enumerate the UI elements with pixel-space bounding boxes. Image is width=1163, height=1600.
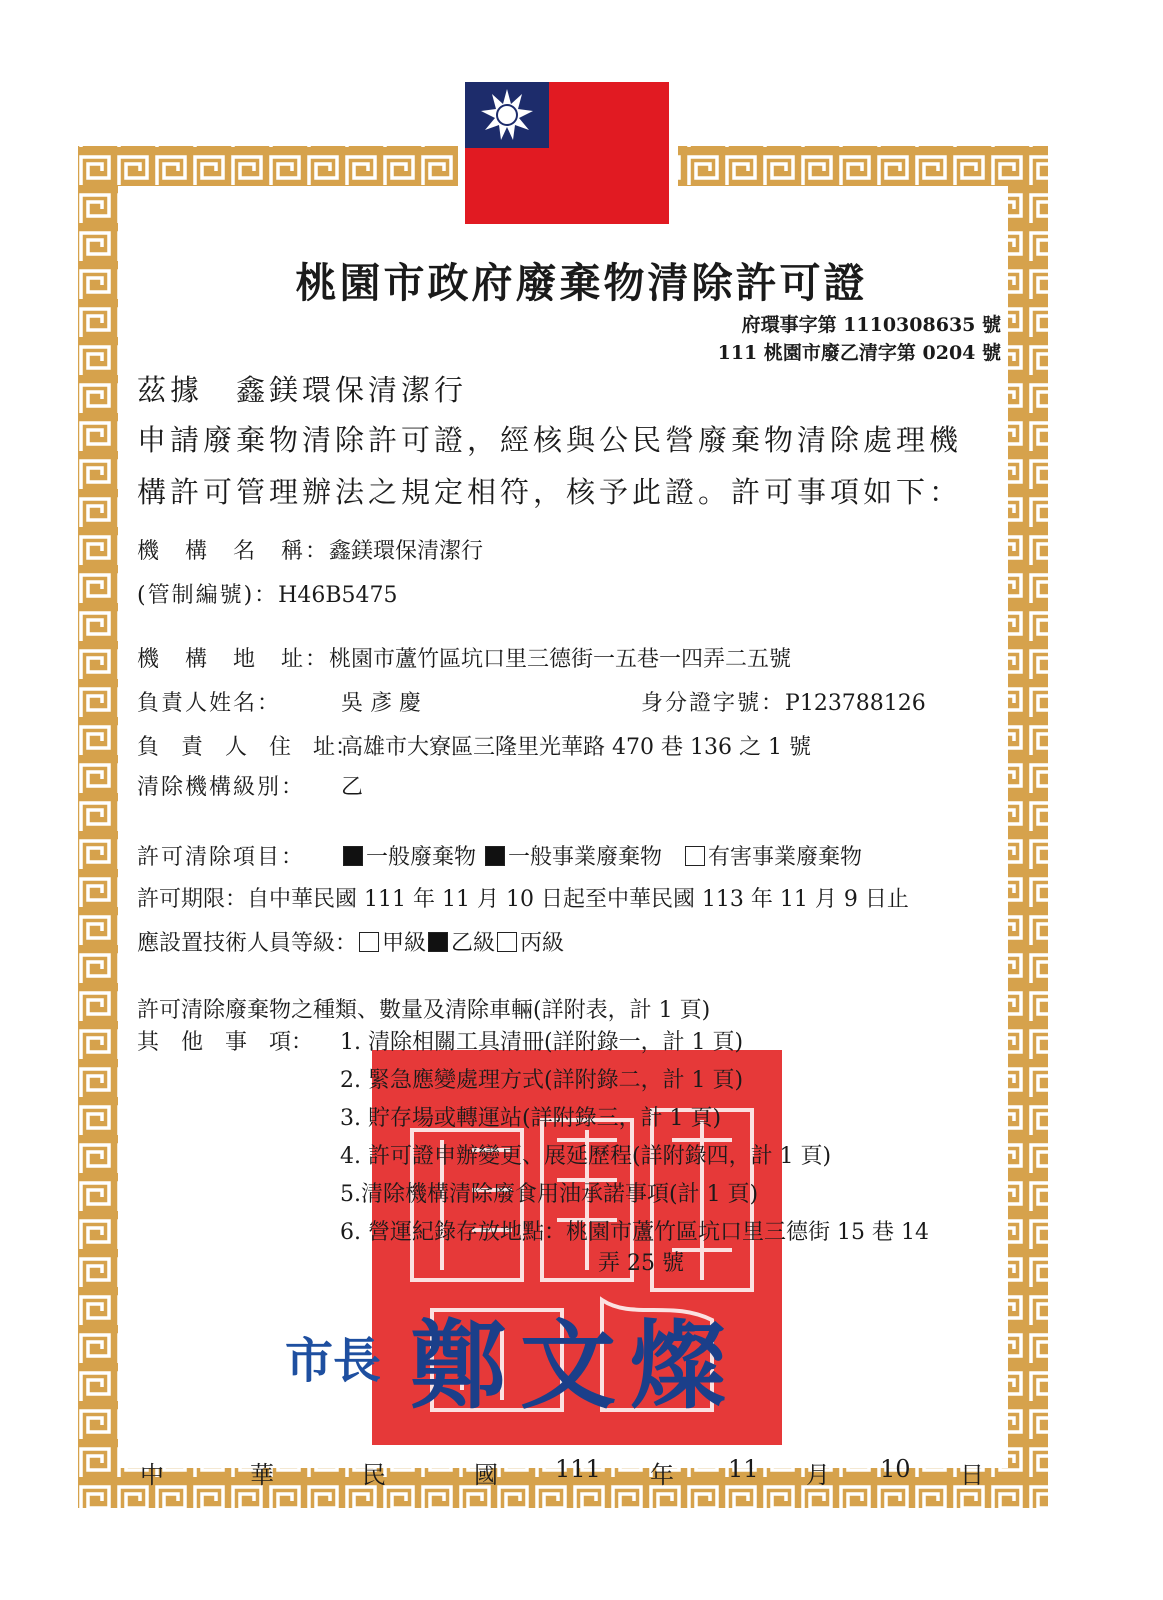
other-item-6: 6. 營運紀錄存放地點：桃園市蘆竹區坑口里三德街 15 巷 14: [340, 1220, 929, 1245]
permit-item-3: 有害事業廢棄物: [708, 845, 863, 870]
level-label: 清除機構級別：: [137, 775, 306, 800]
other-item-4: 4. 許可證申辦變更、展延歷程(詳附錄四，計 1 頁): [340, 1144, 832, 1169]
doc-number-2: 111 桃園市廢乙清字第 0204 號: [717, 342, 1001, 364]
tech-level-label: 應設置技術人員等級：: [137, 931, 358, 956]
control-no-value: H46B5475: [278, 583, 398, 608]
permit-item-1: 一般廢棄物: [366, 845, 477, 870]
intro-line-2: 申請廢棄物清除許可證，經核與公民營廢棄物清除處理機: [137, 423, 963, 457]
date-char-2: 華: [250, 1461, 274, 1489]
tech-a: 甲級: [382, 931, 427, 956]
checkbox-tech-b: [428, 932, 448, 952]
roc-flag: [465, 82, 669, 224]
address-label: 機 構 地 址：: [137, 647, 330, 672]
intro-line-1: 茲據 鑫鎂環保清潔行: [137, 373, 468, 407]
owner-address-value: 高雄市大寮區三隆里光華路 470 巷 136 之 1 號: [341, 735, 811, 760]
org-name-value: 鑫鎂環保清潔行: [329, 539, 484, 564]
org-name-row: [137, 534, 483, 565]
date-year: 111: [555, 1455, 601, 1483]
permit-items-row: [137, 840, 862, 871]
mayor-title: 市長: [285, 1333, 382, 1389]
date-char-1: 中: [140, 1461, 164, 1489]
intro-line-3: 構許可管理辦法之規定相符，核予此證。許可事項如下：: [137, 475, 963, 509]
address-value: 桃園市蘆竹區坑口里三德街一五巷一四弄二五號: [329, 647, 792, 672]
owner-value: 吳 彥 慶: [341, 691, 421, 716]
types-line: 許可清除廢棄物之種類、數量及清除車輛(詳附表，計 1 頁): [137, 998, 711, 1023]
date-char-3: 民: [362, 1461, 386, 1489]
permit-period: 許可期限：自中華民國 111 年 11 月 10 日起至中華民國 113 年 11 月 9 日止: [137, 887, 909, 912]
level-value: 乙: [341, 775, 364, 800]
level-row: [137, 770, 363, 801]
id-value: P123788126: [785, 691, 926, 716]
page-title: 桃園市政府廢棄物清除許可證: [295, 259, 868, 307]
date-day-char: 日: [960, 1461, 984, 1489]
checkbox-tech-a: [359, 932, 379, 952]
flag-canton: [465, 82, 549, 148]
org-name-label: 機 構 名 稱：: [137, 539, 330, 564]
owner-label: 負責人姓名：: [137, 691, 282, 716]
tech-b: 乙級: [451, 931, 496, 956]
checkbox-hazardous-waste: [685, 846, 705, 866]
other-item-2: 2. 緊急應變處理方式(詳附錄二，計 1 頁): [340, 1068, 744, 1093]
checkbox-business-waste: [485, 846, 505, 866]
white-sun-icon: [465, 82, 549, 148]
checkbox-general-waste: [343, 846, 363, 866]
checkbox-tech-c: [497, 932, 517, 952]
mayor-signature: 鄭文燦: [410, 1310, 740, 1422]
date-month: 11: [728, 1455, 759, 1483]
owner-address-row: [137, 730, 811, 761]
control-no-row: [137, 578, 398, 609]
date-month-char: 月: [806, 1461, 830, 1489]
other-item-6-cont: 弄 25 號: [598, 1251, 684, 1276]
other-item-3: 3. 貯存場或轉運站(詳附錄三，計 1 頁): [340, 1106, 722, 1131]
id-label: 身分證字號：: [641, 691, 786, 716]
address-row: [137, 642, 791, 673]
permit-items-label: 許可清除項目：: [137, 845, 306, 870]
control-no-label: (管制編號)：: [137, 583, 279, 608]
doc-number-1: 府環事字第 1110308635 號: [741, 314, 1001, 336]
tech-level-row: [137, 926, 564, 957]
date-day: 10: [880, 1455, 911, 1483]
date-char-4: 國: [474, 1461, 498, 1489]
date-year-char: 年: [650, 1461, 674, 1489]
permit-item-2: 一般事業廢棄物: [508, 845, 663, 870]
owner-address-label: 負 責 人 住 址：: [137, 735, 358, 760]
owner-row: [137, 686, 926, 717]
other-item-1: 1. 清除相關工具清冊(詳附錄一，計 1 頁): [340, 1030, 744, 1055]
other-item-5: 5.清除機構清除廢食用油承諾事項(計 1 頁): [340, 1182, 759, 1207]
tech-c: 丙級: [520, 931, 565, 956]
other-items-label: 其 他 事 項：: [137, 1030, 314, 1055]
